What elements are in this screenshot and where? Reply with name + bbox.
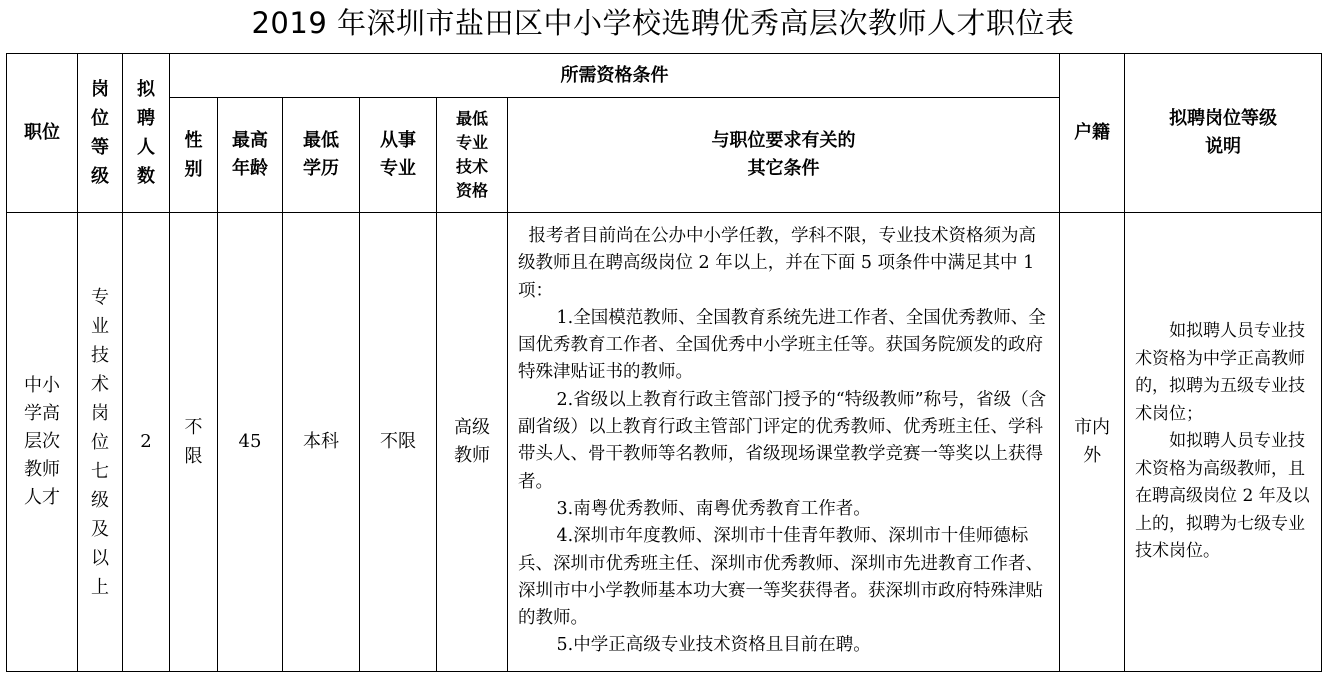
cell-major: 不限	[360, 213, 437, 672]
cell-hukou: 市内外	[1060, 213, 1125, 672]
condition-item: 3.南粤优秀教师、南粤优秀教育工作者。	[556, 498, 871, 519]
table-row	[7, 213, 1322, 672]
header-major: 从事专业	[360, 98, 437, 213]
cell-min-edu: 本科	[283, 213, 360, 672]
header-grade: 岗位等级	[78, 54, 123, 213]
cell-gender: 不限	[170, 213, 218, 672]
header-other-conditions: 与职位要求有关的 其它条件	[508, 98, 1060, 213]
cell-max-age: 45	[218, 213, 283, 672]
header-count: 拟聘人数	[123, 54, 170, 213]
cell-min-title: 高级教师	[437, 213, 508, 672]
condition-item: 4.深圳市年度教师、深圳市十佳青年教师、深圳市十佳师德标兵、深圳市优秀班主任、深圳市优秀教师、深圳市先进教育工作者、深圳市中小学教师基本功大赛一等奖获得者。获深圳市政府特殊津贴的教师。	[518, 526, 1043, 629]
page-title: 2019 年深圳市盐田区中小学校选聘优秀高层次教师人才职位表	[251, 6, 1075, 40]
positions-table	[6, 53, 1322, 672]
header-hukou: 户籍	[1060, 54, 1125, 213]
post-desc-paragraph: 如拟聘人员专业技术资格为高级教师，且在聘高级岗位 2 年及以上的，拟聘为七级专业技术岗位。	[1135, 431, 1310, 562]
header-position: 职位	[7, 54, 78, 213]
cell-position: 中小学高层次教师人才	[7, 213, 78, 672]
cell-count: 2	[123, 213, 170, 672]
header-max-age: 最高年龄	[218, 98, 283, 213]
cell-post-desc	[1125, 213, 1322, 672]
condition-item: 1.全国模范教师、全国教育系统先进工作者、全国优秀教师、全国优秀教育工作者、全国优秀中小学班主任等。获国务院颁发的政府特殊津贴证书的教师。	[518, 307, 1046, 383]
cell-grade: 专业技术岗位七级及以上	[78, 213, 123, 672]
post-desc-paragraph: 如拟聘人员专业技术资格为中学正高教师的，拟聘为五级专业技术岗位；	[1135, 321, 1306, 424]
header-min-title: 最低专业技术资格	[437, 98, 508, 213]
condition-item: 5.中学正高级专业技术资格且目前在聘。	[556, 635, 871, 656]
condition-item: 2.省级以上教育行政主管部门授予的“特级教师”称号，省级（含副省级）以上教育行政主管部门评定的优秀教师、优秀班主任、学科带头人、骨干教师等名教师，省级现场课堂教学竞赛一等奖以上获得者。	[518, 389, 1047, 492]
header-qualifications: 所需资格条件	[170, 54, 1060, 98]
header-min-edu: 最低学历	[283, 98, 360, 213]
cell-other-conditions	[508, 213, 1060, 672]
condition-intro: 报考者目前尚在公办中小学任教，学科不限，专业技术资格须为高级教师且在聘高级岗位 2 年以上，并在下面 5 项条件中满足其中 1 项：	[518, 226, 1036, 301]
header-post-desc: 拟聘岗位等级 说明	[1125, 54, 1322, 213]
header-gender: 性别	[170, 98, 218, 213]
